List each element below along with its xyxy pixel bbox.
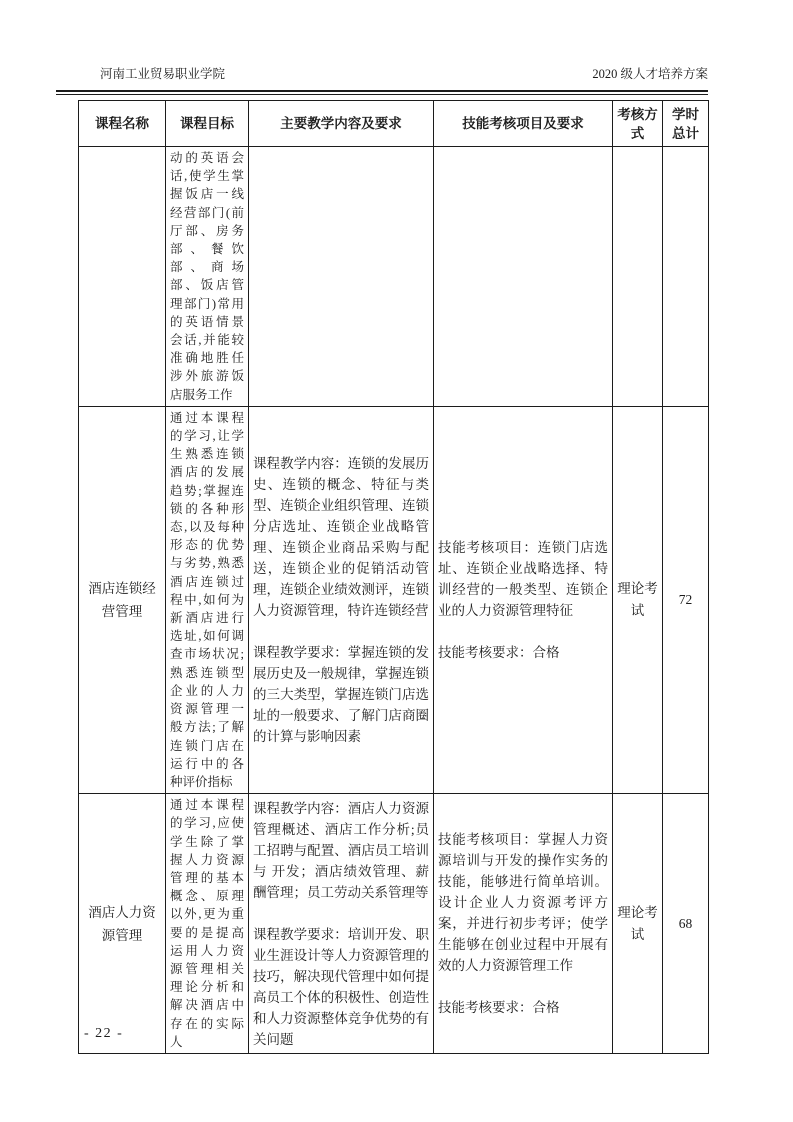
table-row [79,794,709,1054]
course-name-cell: 酒店人力资源管理 [79,794,166,1054]
skill-assessment-cell [434,147,613,407]
skill-assessment-items-paragraph: 技能考核项目：连锁门店选址、连锁企业战略选择、特训经营的一般类型、连锁企业的人力资源管理特征 [438,539,608,618]
teaching-content-cell [249,406,434,793]
column-header-exam-method: 考核方式 [613,101,663,147]
teaching-content-paragraph: 课程教学内容：酒店人力资源管理概述、酒店工作分析;员工招聘与配置、酒店员工培训与 开发；酒店绩效管理、薪酬管理；员工劳动关系管理等 [253,800,429,900]
teaching-content-cell [249,147,434,407]
total-hours-cell [663,147,709,407]
exam-method-cell: 理论考试 [613,406,663,793]
course-name-cell [79,147,166,407]
skill-assessment-requirement-paragraph: 技能考核要求：合格 [438,1000,560,1016]
exam-method-cell [613,147,663,407]
course-objective-cell: 通过本课程的学习,应使学生除了掌握人力资源管理的基本概念、原理以外,更为重要的是提高运用人力资源管理相关理论分析和解决酒店中存在的实际人 [166,794,249,1054]
course-objective-cell: 通过本课程的学习,让学生熟悉连锁酒店的发展趋势;掌握连锁的各种形态,以及每种形态的优势与劣势,熟悉酒店连锁过程中,如何为新酒店进行选址,如何调查市场状况;熟悉连锁型企业的人力资源管理一般方法;了解连锁门店在运行中的各种评价指标 [166,406,249,793]
header-double-rule [56,90,708,95]
course-objective-cell: 动的英语会话,使学生掌握饭店一线经营部门(前厅部、房务部、餐饮部、商场部、饭店管理部门)常用的英语情景会话,并能较准确地胜任涉外旅游饭店服务工作 [166,147,249,407]
skill-assessment-items-paragraph: 技能考核项目：掌握人力资源培训与开发的操作实务的技能，能够进行简单培训。设计企业人力资源考评方案，并进行初步考评；使学生能够在创业过程中开展有效的人力资源管理工作 [438,832,608,974]
teaching-content-cell [249,794,434,1054]
total-hours-cell: 72 [663,406,709,793]
course-name-cell: 酒店连锁经营管理 [79,406,166,793]
column-header-course-name: 课程名称 [79,101,166,147]
table-row [79,406,709,793]
column-header-skill-assessment: 技能考核项目及要求 [434,101,613,147]
course-table [78,100,709,1054]
teaching-requirement-paragraph: 课程教学要求：培训开发、职业生涯设计等人力资源管理的技巧，解决现代管理中如何提高员工个体的积极性、创造性和人力资源整体竞争优势的有关问题 [253,926,429,1047]
teaching-content-paragraph: 课程教学内容：连锁的发展历史、连锁的概念、特征与类型、连锁企业组织管理、连锁分店选址、连锁企业战略管理、连锁企业商品采购与配送，连锁企业的促销活动管理，连锁企业绩效测评，连锁人力资源管理，特许连锁经营 [253,455,429,618]
column-header-objective: 课程目标 [166,101,249,147]
exam-method-cell: 理论考试 [613,794,663,1054]
table-row [79,147,709,407]
total-hours-cell: 68 [663,794,709,1054]
skill-assessment-cell [434,406,613,793]
column-header-teaching-content: 主要教学内容及要求 [249,101,434,147]
running-head [100,66,708,82]
plan-title: 2020 级人才培养方案 [592,67,708,81]
skill-assessment-cell [434,794,613,1054]
table-header-row [79,101,709,147]
school-name: 河南工业贸易职业学院 [100,67,226,81]
page-number: - 22 - [84,1026,124,1041]
column-header-total-hours: 学时总计 [663,101,709,147]
teaching-requirement-paragraph: 课程教学要求：掌握连锁的发展历史及一般规律，掌握连锁的三大类型，掌握连锁门店选址的一般要求、了解门店商圈的计算与影响因素 [253,644,429,744]
skill-assessment-requirement-paragraph: 技能考核要求：合格 [438,644,560,660]
